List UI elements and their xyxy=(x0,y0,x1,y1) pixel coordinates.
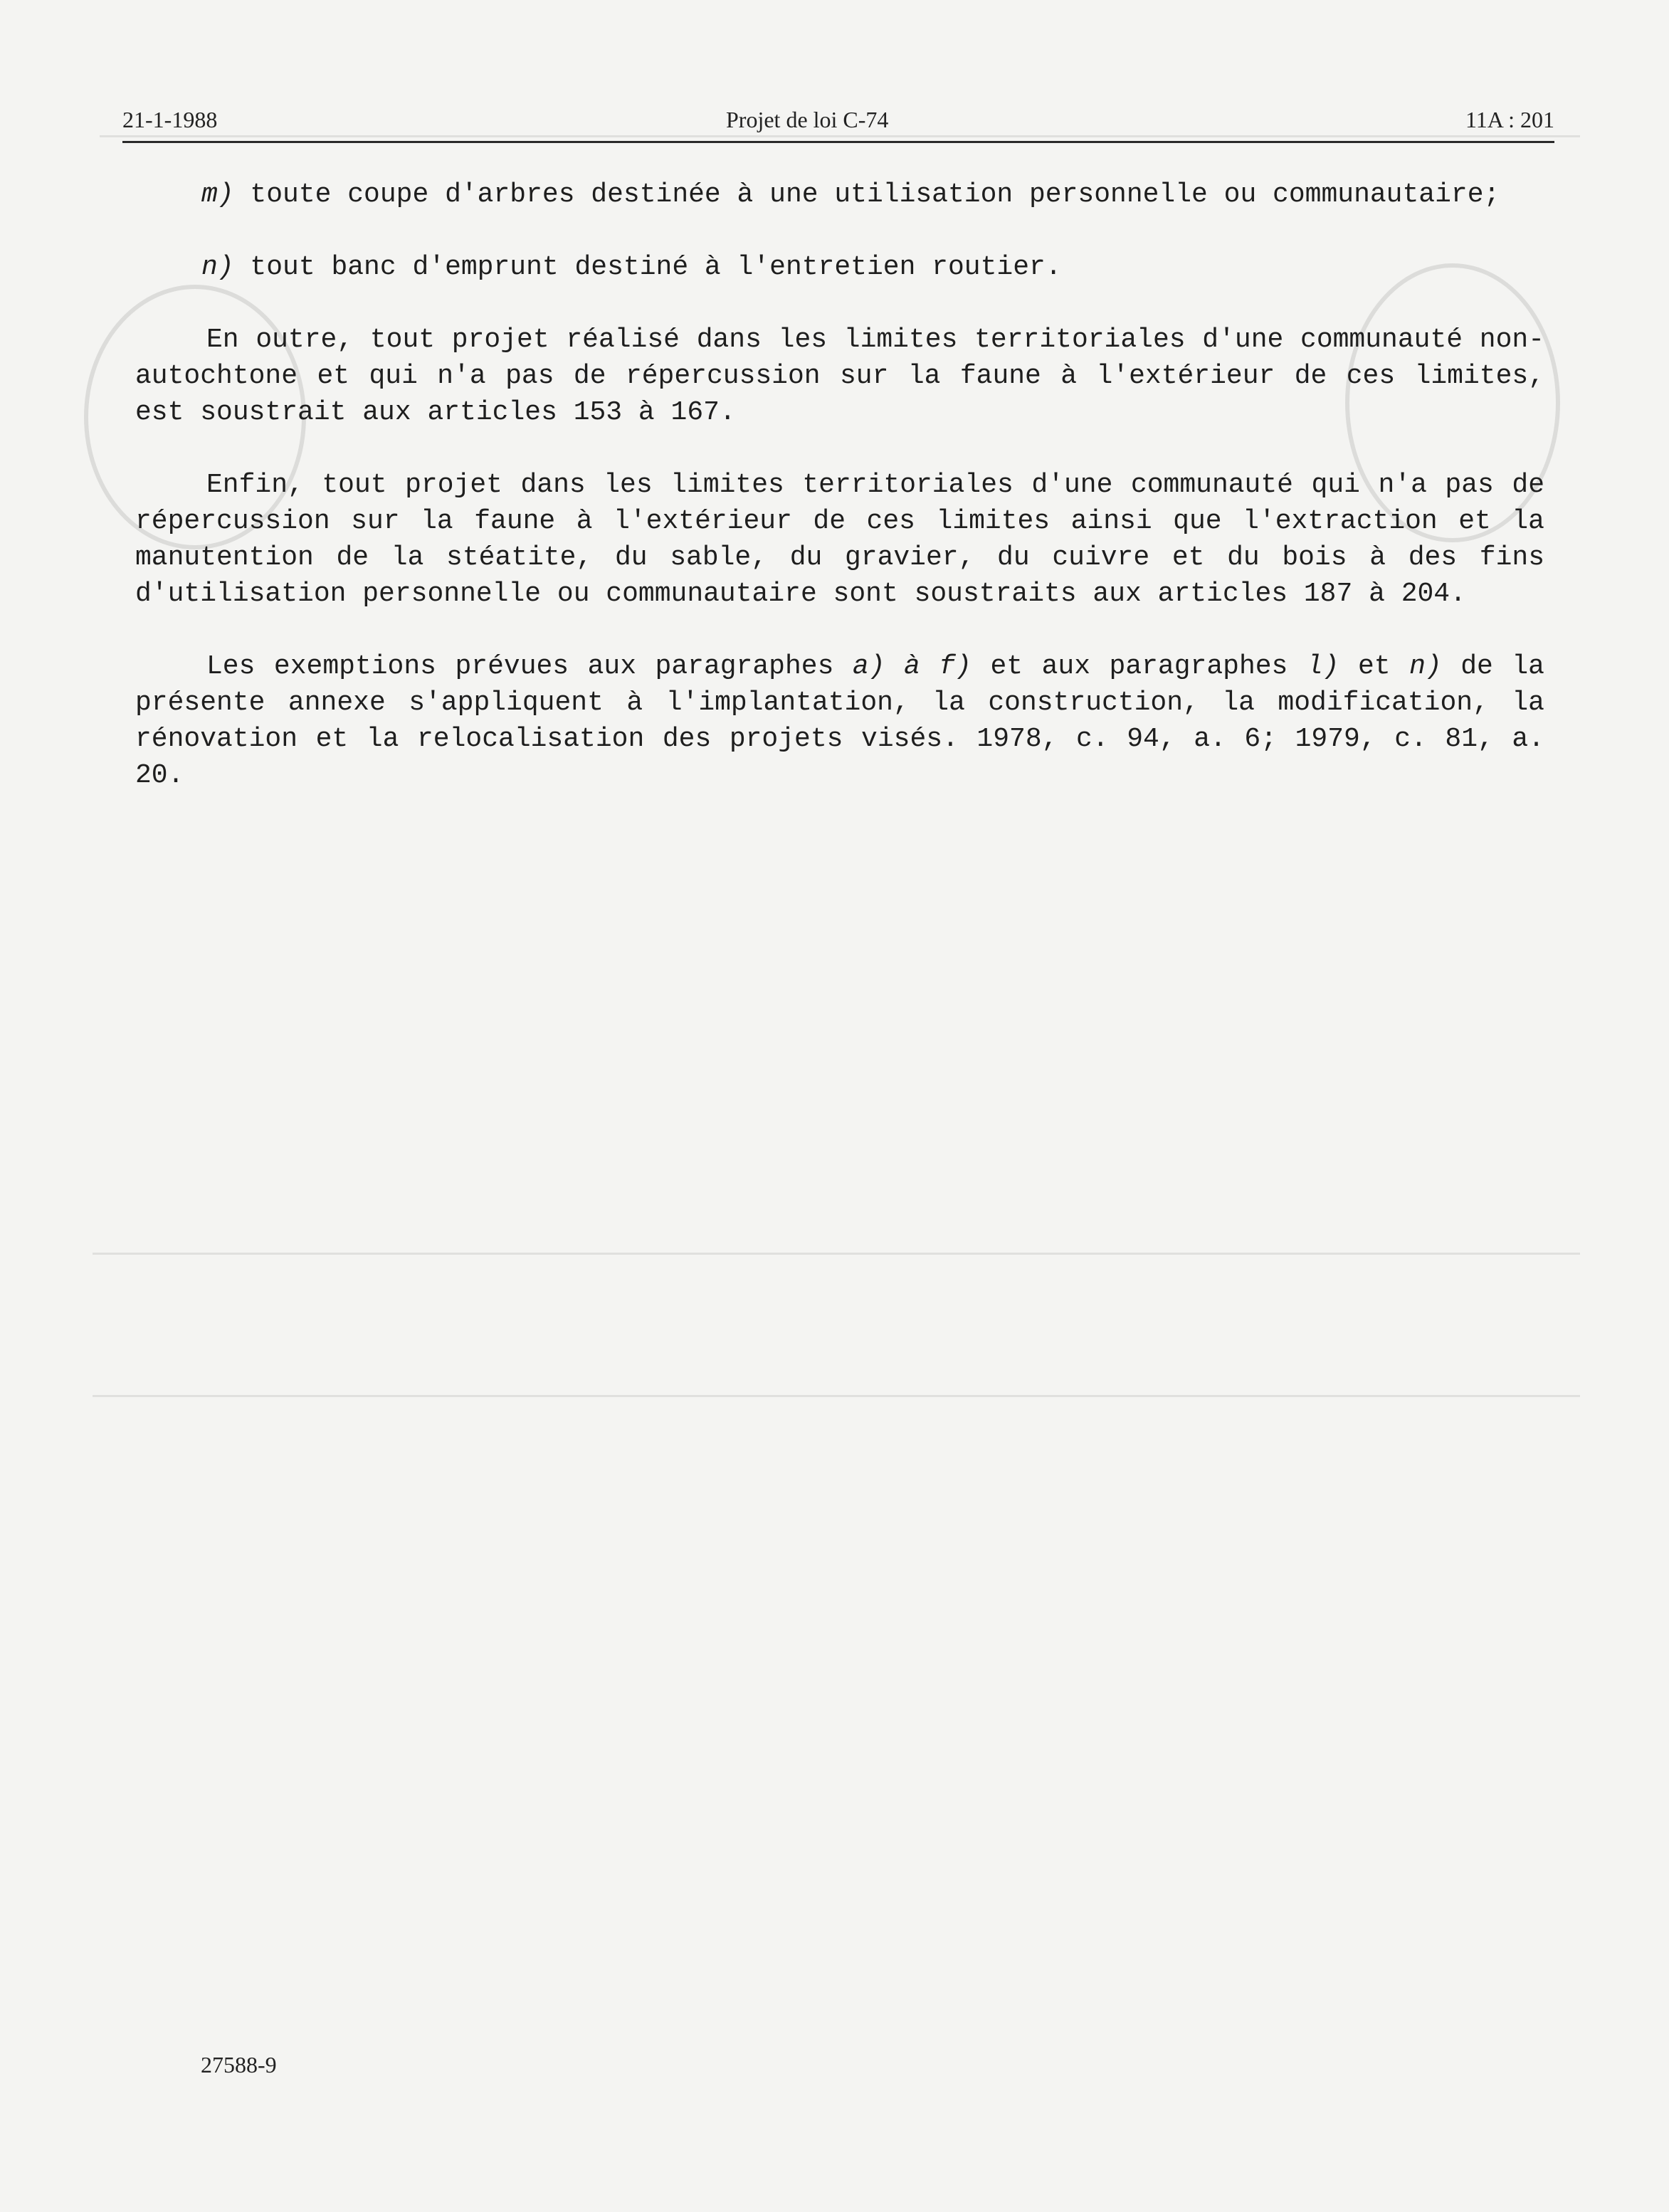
paragraph-text: et aux paragraphes xyxy=(971,651,1307,682)
running-header xyxy=(122,107,1554,139)
ghost-rule-2 xyxy=(93,1395,1580,1397)
paragraph-ref: n) xyxy=(1409,651,1442,682)
item-text: toute coupe d'arbres destinée à une utilisation personnelle ou communautaire; xyxy=(250,179,1500,210)
paragraph-text: de la présente annexe s'appliquent à l'implantation, la construction, la modification, la rénovation et la relocalisation des projets visés. 1978, c. 94, a. 6; 1979, c. 81, a. 20. xyxy=(135,651,1544,791)
header-title: Projet de loi C-74 xyxy=(726,107,889,132)
header-rule xyxy=(122,141,1554,143)
footer-code: 27588-9 xyxy=(201,2052,277,2077)
list-item-m xyxy=(135,177,1544,213)
header-date: 21-1-1988 xyxy=(122,107,218,132)
item-marker: n) xyxy=(201,252,234,283)
paragraph-exemptions-scope xyxy=(135,648,1544,794)
ghost-rule-1 xyxy=(93,1253,1580,1255)
list-item-n xyxy=(135,249,1544,285)
paragraph-exemption-non-autochtone: En outre, tout projet réalisé dans les limites territoriales d'une communauté non-autochtone et qui n'a pas de répercussion sur la faune à l'extérieur de ces limites, est soustrait aux articles 153 à 167. xyxy=(135,325,1544,428)
paragraph-ref: a) à f) xyxy=(852,651,972,682)
header-page-number: 11A : 201 xyxy=(1465,107,1554,132)
item-marker: m) xyxy=(201,179,234,210)
paragraph-exemption-communaute: Enfin, tout projet dans les limites territoriales d'une communauté qui n'a pas de répercussion sur la faune à l'extérieur de ces limites ainsi que l'extraction et la manutention de la stéatite, du sable, du gravier, du cuivre et du bois à des fins d'utilisation personnelle ou communautaire sont soustraits aux articles 187 à 204. xyxy=(135,470,1544,609)
paragraph-text: et xyxy=(1339,651,1410,682)
item-text: tout banc d'emprunt destiné à l'entretien routier. xyxy=(250,252,1062,283)
paragraph-text: Les exemptions prévues aux paragraphes xyxy=(206,651,853,682)
document-body xyxy=(135,177,1544,794)
paragraph-ref: l) xyxy=(1306,651,1339,682)
